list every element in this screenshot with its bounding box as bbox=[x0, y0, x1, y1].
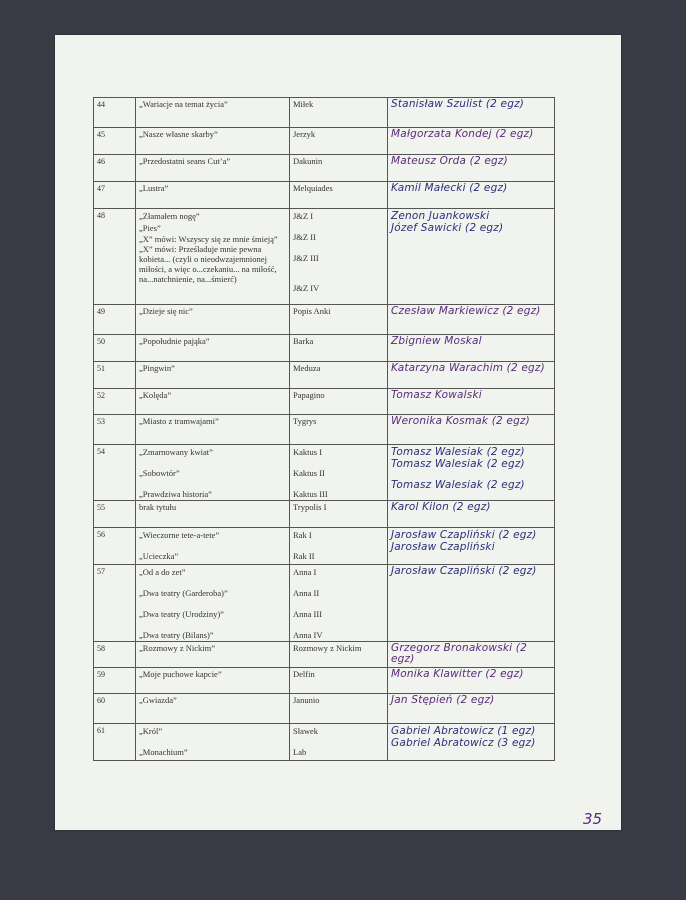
recipient-cell bbox=[388, 724, 555, 761]
entry-author: Rak II bbox=[293, 551, 315, 561]
entry-author: Meduza bbox=[290, 362, 388, 389]
entry-author-cell bbox=[290, 209, 388, 305]
entry-title: „Prawdziwa historia” bbox=[139, 489, 212, 499]
recipient-name: Stanisław Szulist (2 egz) bbox=[388, 98, 555, 128]
entry-title: „X” mówi: Prześladuje mnie pewna kobieta... (czyli o nieodwzajemnionej miłości, a więc o...czekaniu... na miłość, na...natchnienie, na...śmierć) bbox=[139, 244, 277, 284]
entry-author: Kaktus I bbox=[293, 447, 323, 457]
recipient-name: Zenon Juankowski bbox=[391, 210, 490, 222]
entry-number: 54 bbox=[94, 445, 136, 501]
entry-author: Miłek bbox=[290, 98, 388, 128]
entry-title-cell bbox=[136, 724, 290, 761]
table-row bbox=[94, 182, 555, 209]
table-row bbox=[94, 305, 555, 335]
entry-number: 49 bbox=[94, 305, 136, 335]
entry-title: „Złamałem nogę” bbox=[139, 211, 200, 221]
entry-title: „Popołudnie pająka” bbox=[136, 335, 290, 362]
entry-author-cell bbox=[290, 528, 388, 565]
table-row bbox=[94, 128, 555, 155]
entry-author: Kaktus II bbox=[293, 468, 325, 478]
recipient-cell bbox=[388, 209, 555, 305]
entry-author: Anna II bbox=[293, 588, 320, 598]
entry-author: Tygrys bbox=[290, 415, 388, 445]
recipient-name: Jarosław Czapliński bbox=[391, 541, 495, 553]
entry-title: „Kolęda” bbox=[136, 389, 290, 415]
entry-author: Anna III bbox=[293, 609, 323, 619]
recipient-name: Zbigniew Moskal bbox=[388, 335, 555, 362]
recipient-name: Katarzyna Warachim (2 egz) bbox=[388, 362, 555, 389]
entry-title: „Pingwin” bbox=[136, 362, 290, 389]
entry-number: 61 bbox=[94, 724, 136, 761]
entry-author: Anna IV bbox=[293, 630, 323, 640]
table-row bbox=[94, 501, 555, 528]
entry-title: „Rozmowy z Nickim” bbox=[136, 642, 290, 668]
recipient-cell bbox=[388, 528, 555, 565]
table-row bbox=[94, 668, 555, 694]
entry-author: Trypolis I bbox=[290, 501, 388, 528]
table-row bbox=[94, 362, 555, 389]
entry-author: Dakunin bbox=[290, 155, 388, 182]
page-number: 35 bbox=[583, 810, 603, 828]
entry-title: „X” mówi: Wszyscy się ze mnie śmieją” bbox=[139, 234, 278, 244]
entry-number: 52 bbox=[94, 389, 136, 415]
entry-number: 47 bbox=[94, 182, 136, 209]
entry-title: „Dwa teatry (Garderoba)” bbox=[139, 588, 228, 598]
recipient-name: Jarosław Czapliński (2 egz) bbox=[388, 565, 555, 642]
table-row bbox=[94, 415, 555, 445]
table-row bbox=[94, 335, 555, 362]
entry-number: 59 bbox=[94, 668, 136, 694]
recipient-name: Małgorzata Kondej (2 egz) bbox=[388, 128, 555, 155]
table-row bbox=[94, 528, 555, 565]
table-row bbox=[94, 694, 555, 724]
entry-author: Melquiades bbox=[290, 182, 388, 209]
entry-title: „Wariacje na temat życia” bbox=[136, 98, 290, 128]
table-row bbox=[94, 98, 555, 128]
table-row bbox=[94, 724, 555, 761]
entry-title: „Monachium” bbox=[139, 747, 188, 757]
entry-number: 45 bbox=[94, 128, 136, 155]
entry-number: 57 bbox=[94, 565, 136, 642]
entry-author-cell bbox=[290, 445, 388, 501]
recipient-name: Tomasz Walesiak (2 egz) bbox=[391, 458, 525, 470]
table-row bbox=[94, 565, 555, 642]
entry-number: 56 bbox=[94, 528, 136, 565]
entry-author: Barka bbox=[290, 335, 388, 362]
recipient-name: Czesław Markiewicz (2 egz) bbox=[388, 305, 555, 335]
entry-author-cell bbox=[290, 724, 388, 761]
entry-author: Papagino bbox=[290, 389, 388, 415]
entry-author-cell bbox=[290, 565, 388, 642]
entry-title: „Przedostatni seans Cut’a” bbox=[136, 155, 290, 182]
entry-title: „Dwa teatry (Bilans)” bbox=[139, 630, 214, 640]
entry-title: „Zmarnowany kwiat” bbox=[139, 447, 213, 457]
submission-table bbox=[93, 97, 555, 761]
entry-title: brak tytułu bbox=[136, 501, 290, 528]
recipient-name: Monika Klawitter (2 egz) bbox=[388, 668, 555, 694]
entry-number: 55 bbox=[94, 501, 136, 528]
recipient-name: Karol Kilon (2 egz) bbox=[388, 501, 555, 528]
recipient-name: Tomasz Kowalski bbox=[388, 389, 555, 415]
entry-author: Delfin bbox=[290, 668, 388, 694]
entry-author: Jerzyk bbox=[290, 128, 388, 155]
recipient-name: Mateusz Orda (2 egz) bbox=[388, 155, 555, 182]
entry-title: „Od a do zet” bbox=[139, 567, 186, 577]
entry-author: Anna I bbox=[293, 567, 317, 577]
entry-title-cell bbox=[136, 565, 290, 642]
entry-number: 44 bbox=[94, 98, 136, 128]
document-page bbox=[55, 35, 621, 830]
entry-author: J&Z II bbox=[293, 232, 316, 242]
entry-title: „Moje puchowe kapcie” bbox=[136, 668, 290, 694]
table-row bbox=[94, 642, 555, 668]
recipient-name: Józef Sawicki (2 egz) bbox=[391, 222, 504, 234]
entry-number: 58 bbox=[94, 642, 136, 668]
recipient-name: Jarosław Czapliński (2 egz) bbox=[391, 529, 537, 541]
entry-title: „Król” bbox=[139, 726, 163, 736]
table-row bbox=[94, 209, 555, 305]
entry-title: „Gwiazda” bbox=[136, 694, 290, 724]
entry-title: „Dzieje się nic” bbox=[136, 305, 290, 335]
recipient-cell bbox=[388, 445, 555, 501]
recipient-name: Weronika Kosmak (2 egz) bbox=[388, 415, 555, 445]
recipient-name: Tomasz Walesiak (2 egz) bbox=[391, 446, 525, 458]
entry-author: Kaktus III bbox=[293, 489, 328, 499]
table-row bbox=[94, 389, 555, 415]
recipient-name: Gabriel Abratowicz (3 egz) bbox=[391, 737, 536, 749]
entry-author: Rak I bbox=[293, 530, 312, 540]
entry-number: 51 bbox=[94, 362, 136, 389]
recipient-name: Jan Stępień (2 egz) bbox=[388, 694, 555, 724]
entry-title: „Wieczorne tete-a-tete” bbox=[139, 530, 220, 540]
entry-author: J&Z III bbox=[293, 253, 319, 263]
table-row bbox=[94, 155, 555, 182]
recipient-name: Gabriel Abratowicz (1 egz) bbox=[391, 725, 536, 737]
table-row bbox=[94, 445, 555, 501]
entry-number: 60 bbox=[94, 694, 136, 724]
recipient-name: Kamil Małecki (2 egz) bbox=[388, 182, 555, 209]
entry-number: 48 bbox=[94, 209, 136, 305]
entry-title: „Sobowtór” bbox=[139, 468, 180, 478]
entry-number: 46 bbox=[94, 155, 136, 182]
entry-number: 53 bbox=[94, 415, 136, 445]
entry-author: Rozmowy z Nickim bbox=[290, 642, 388, 668]
recipient-name: Grzegorz Bronakowski (2 egz) bbox=[388, 642, 555, 668]
entry-author: Sławek bbox=[293, 726, 319, 736]
entry-author: J&Z IV bbox=[293, 283, 320, 293]
entry-author: Lab bbox=[293, 747, 307, 757]
entry-title: „Ucieczka” bbox=[139, 551, 179, 561]
recipient-name: Tomasz Walesiak (2 egz) bbox=[391, 479, 525, 491]
entry-title: „Nasze własne skarby” bbox=[136, 128, 290, 155]
entry-number: 50 bbox=[94, 335, 136, 362]
entry-title: „Dwa teatry (Urodziny)” bbox=[139, 609, 224, 619]
entry-title: „Pies” bbox=[139, 223, 161, 233]
entry-title-cell bbox=[136, 445, 290, 501]
entry-title: „Miasto z tramwajami” bbox=[136, 415, 290, 445]
entry-title-cell bbox=[136, 528, 290, 565]
entry-author: Janunio bbox=[290, 694, 388, 724]
entry-title: „Lustra” bbox=[136, 182, 290, 209]
entry-author: J&Z I bbox=[293, 211, 314, 221]
entry-author: Popis Anki bbox=[290, 305, 388, 335]
entry-title-cell bbox=[136, 209, 290, 305]
